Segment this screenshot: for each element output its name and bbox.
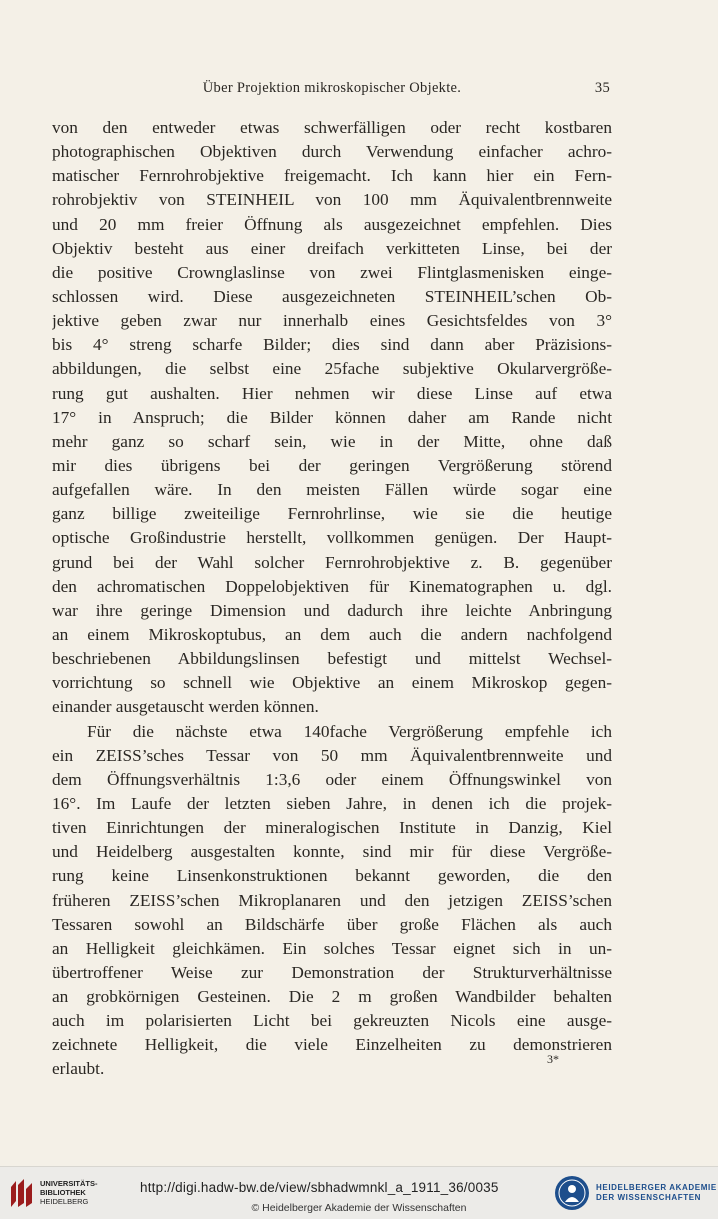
text-line: grund bei der Wahl solcher Fernrohrobjektive z. B. gegenüber [52, 552, 612, 572]
text-line: Objektiv besteht aus einer dreifach verkitteten Linse, bei der [52, 238, 612, 258]
text-line: ein ZEISS’sches Tessar von 50 mm Äquivalentbrennweite und [52, 745, 612, 765]
text-line: bis 4° streng scharfe Bilder; dies sind dann aber Präzisions- [52, 335, 612, 355]
copyright-notice: © Heidelberger Akademie der Wissenschaften [251, 1202, 467, 1214]
text-line: den achromatischen Doppelobjektiven für Kinematographen u. dgl. [52, 576, 612, 596]
footer-bar [0, 1166, 718, 1219]
text-line: auch im polarisierten Licht bei gekreuzten Nicols eine ausge- [52, 1011, 612, 1031]
text-line: 17° in Anspruch; die Bilder können daher am Rande nicht [52, 407, 612, 427]
text-line: Für die nächste etwa 140fache Vergrößerung empfehle ich [87, 721, 612, 741]
text-line: früheren ZEISS’schen Mikroplanaren und den jetzigen ZEISS’schen [52, 890, 612, 910]
text-line: ganz billige zweiteilige Fernrohrlinse, wie sie die heutige [52, 504, 612, 524]
text-line: photographischen Objektiven durch Verwendung einfacher achro- [52, 142, 612, 162]
text-line: war ihre geringe Dimension und dadurch ihre leichte Anbringung [52, 600, 612, 620]
permalink-url[interactable]: http://digi.hadw-bw.de/view/sbhadwmnkl_a_1911_36/0035 [140, 1180, 499, 1195]
text-line: erlaubt. [52, 1059, 105, 1079]
text-line: rung gut aushalten. Hier nehmen wir diese Linse auf etwa [52, 383, 612, 403]
page-number: 35 [594, 80, 610, 96]
text-line: matischer Fernrohrobjektive freigemacht. Ich kann hier ein Fern- [52, 166, 612, 186]
academy-seal-icon [554, 1175, 590, 1211]
text-line: Tessaren sowohl an Bildschärfe über große Flächen als auch [52, 914, 612, 934]
academy-label: HEIDELBERGER AKADEMIE DER WISSENSCHAFTEN [596, 1183, 717, 1202]
text-line: und Heidelberg ausgestalten konnte, sind mir für diese Vergröße- [52, 842, 612, 862]
body-text [52, 116, 612, 1082]
text-line: rung keine Linsenkonstruktionen bekannt geworden, die den [52, 866, 612, 886]
text-line: die positive Crownglaslinse von zwei Flintglasmenisken einge- [52, 262, 612, 282]
text-line: optische Großindustrie herstellt, vollkommen genügen. Der Haupt- [52, 528, 612, 548]
text-line: dem Öffnungsverhältnis 1:3,6 oder einem Öffnungswinkel von [52, 769, 612, 789]
text-line: übertroffener Weise zur Demonstration der Strukturverhältnisse [52, 962, 612, 982]
text-line: jektive geben zwar nur innerhalb eines Gesichtsfeldes von 3° [52, 311, 612, 331]
text-line: an grobkörnigen Gesteinen. Die 2 m großen Wandbilder behalten [52, 987, 612, 1007]
text-line: und 20 mm freier Öffnung als ausgezeichnet empfehlen. Dies [52, 214, 612, 234]
text-line: mehr ganz so scharf sein, wie in der Mitte, ohne daß [52, 431, 612, 451]
text-line: zeichnete Helligkeit, die viele Einzelheiten zu demonstrieren [52, 1035, 612, 1055]
text-line: 16°. Im Laufe der letzten sieben Jahre, in denen ich die projek- [52, 793, 612, 813]
text-line: von den entweder etwas schwerfälligen oder recht kostbaren [52, 118, 612, 137]
text-line: rohrobjektiv von STEINHEIL von 100 mm Äquivalentbrennweite [52, 190, 612, 210]
signature-mark: 3* [547, 1052, 559, 1066]
text-line: schlossen wird. Diese ausgezeichneten STEINHEIL’schen Ob- [52, 286, 612, 306]
text-line: einander ausgetauscht werden können. [52, 697, 319, 717]
text-line: beschriebenen Abbildungslinsen befestigt und mittelst Wechsel- [52, 649, 612, 669]
text-line: an einem Mikroskoptubus, an dem auch die andern nachfolgend [52, 624, 612, 644]
text-line: abbildungen, die selbst eine 25fache subjektive Okularvergröße- [52, 359, 612, 379]
text-line: mir dies übrigens bei der geringen Vergrößerung störend [52, 455, 612, 475]
text-line: tiven Einrichtungen der mineralogischen Institute in Danzig, Kiel [52, 818, 612, 838]
text-line: aufgefallen wäre. In den meisten Fällen würde sogar eine [52, 480, 612, 500]
running-title: Über Projektion mikroskopischer Objekte. [202, 80, 462, 96]
text-line: an Helligkeit gleichkämen. Ein solches Tessar eignet sich in un- [52, 938, 612, 958]
running-header [52, 80, 612, 100]
university-library-label: UNIVERSITÄTS- BIBLIOTHEK HEIDELBERG [40, 1179, 98, 1206]
text-line: vorrichtung so schnell wie Objektive an einem Mikroskop gegen- [52, 673, 612, 693]
